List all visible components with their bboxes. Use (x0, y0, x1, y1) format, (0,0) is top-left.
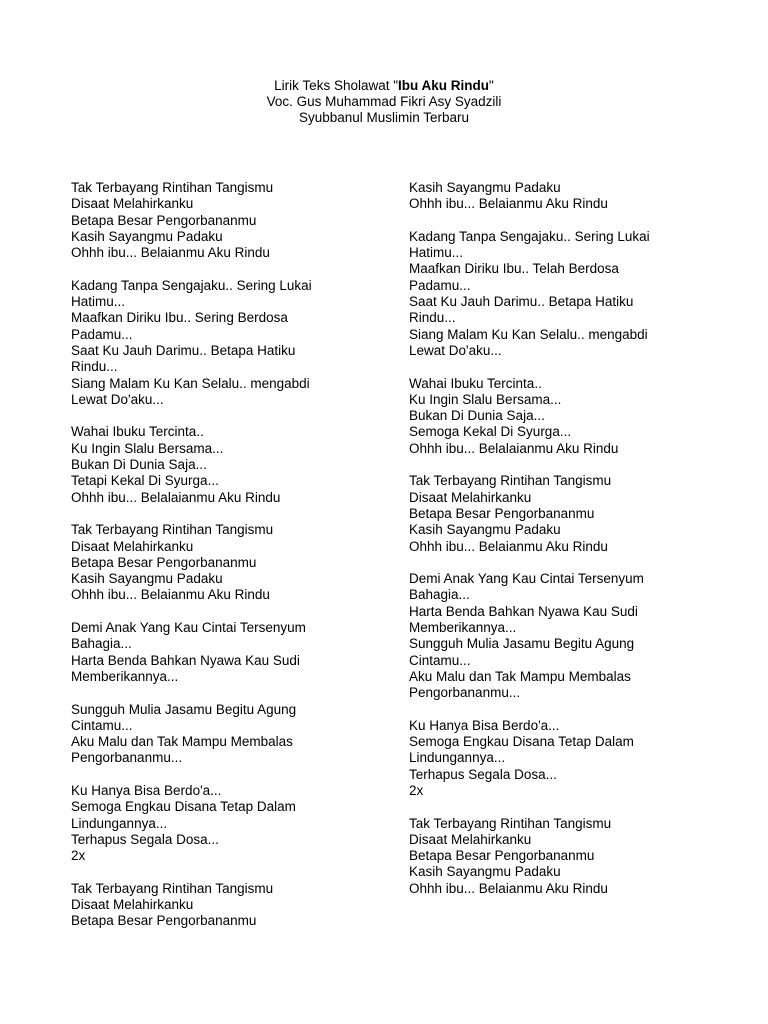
lyric-line: Hatimu... (409, 245, 464, 261)
document-header (0, 78, 768, 126)
title-suffix: " (489, 78, 494, 93)
lyric-line: Tak Terbayang Rintihan Tangismu (71, 880, 274, 896)
lyric-line: Cintamu... (71, 717, 133, 733)
lyric-line: Maafkan Diriku Ibu.. Telah Berdosa (409, 261, 619, 277)
lyric-line: Kadang Tanpa Sengajaku.. Sering Lukai (409, 228, 650, 244)
lyric-line: Demi Anak Yang Kau Cintai Tersenyum (71, 620, 306, 636)
lyric-line: Disaat Melahirkanku (409, 831, 532, 847)
lyric-line: Wahai Ibuku Tercinta.. (71, 424, 204, 440)
lyric-line: 2x (409, 782, 424, 798)
lyric-line: Semoga Engkau Disana Tetap Dalam (409, 734, 634, 750)
lyric-line: Betapa Besar Pengorbananmu (71, 913, 257, 929)
lyric-line: Betapa Besar Pengorbananmu (409, 505, 595, 521)
lyric-line: Disaat Melahirkanku (71, 897, 194, 913)
lyric-line: Kasih Sayangmu Padaku (409, 180, 561, 195)
lyric-line: Siang Malam Ku Kan Selalu.. mengabdi (71, 375, 310, 391)
lyric-line: Aku Malu dan Tak Mampu Membalas (409, 668, 631, 684)
lyric-line: Ohhh ibu... Belaianmu Aku Rindu (409, 196, 608, 212)
lyric-stanza (71, 180, 371, 261)
lyric-stanza (409, 571, 709, 701)
document-title (0, 78, 768, 94)
lyric-line: Bukan Di Dunia Saja... (71, 457, 207, 473)
lyric-line: Aku Malu dan Tak Mampu Membalas (71, 734, 293, 750)
lyric-line: Kasih Sayangmu Padaku (409, 522, 561, 538)
lyric-line: Ohhh ibu... Belaianmu Aku Rindu (71, 587, 270, 603)
lyric-line: Bahagia... (409, 587, 470, 603)
lyric-line: Saat Ku Jauh Darimu.. Betapa Hatiku (409, 294, 634, 310)
lyric-stanza (409, 473, 709, 554)
lyric-line: Ohhh ibu... Belaianmu Aku Rindu (409, 880, 608, 896)
lyric-line: Siang Malam Ku Kan Selalu.. mengabdi (409, 326, 648, 342)
lyric-line: Tak Terbayang Rintihan Tangismu (409, 815, 612, 831)
lyric-line: Padamu... (71, 326, 133, 342)
lyric-line: Sungguh Mulia Jasamu Begitu Agung (71, 701, 297, 717)
lyric-line: Cintamu... (409, 652, 471, 668)
lyric-line: Ku Hanya Bisa Berdo'a... (71, 782, 222, 798)
lyric-line: Rindu... (409, 310, 456, 326)
lyric-line: Bahagia... (71, 636, 132, 652)
lyric-line: Ku Hanya Bisa Berdo'a... (409, 717, 560, 733)
lyric-line: Semoga Kekal Di Syurga... (409, 424, 572, 440)
lyric-stanza (409, 718, 709, 799)
group-line: Syubbanul Muslimin Terbaru (298, 110, 470, 125)
lyric-stanza (71, 522, 371, 603)
lyric-line: Terhapus Segala Dosa... (409, 766, 557, 782)
lyric-line: Harta Benda Bahkan Nyawa Kau Sudi (71, 652, 300, 668)
lyrics-left-column (71, 180, 371, 930)
lyric-line: Betapa Besar Pengorbananmu (71, 554, 257, 570)
lyric-line: Betapa Besar Pengorbananmu (409, 848, 595, 864)
lyric-line: Lindungannya... (409, 750, 506, 766)
lyric-stanza (409, 376, 709, 457)
lyric-stanza (409, 180, 709, 213)
lyric-line: Lewat Do'aku... (71, 391, 164, 407)
lyric-line: Kasih Sayangmu Padaku (71, 571, 223, 587)
lyric-line: Lindungannya... (71, 815, 168, 831)
lyric-line: Ohhh ibu... Belaianmu Aku Rindu (71, 245, 270, 261)
lyric-line: Pengorbananmu... (409, 685, 521, 701)
lyric-line: Ohhh ibu... Belaianmu Aku Rindu (409, 538, 608, 554)
lyric-line: Tak Terbayang Rintihan Tangismu (409, 473, 612, 489)
lyric-line: Ku Ingin Slalu Bersama... (409, 391, 562, 407)
lyric-line: Disaat Melahirkanku (409, 489, 532, 505)
lyric-line: Kasih Sayangmu Padaku (71, 228, 223, 244)
lyrics-right-column (409, 180, 709, 897)
lyric-line: Disaat Melahirkanku (71, 196, 194, 212)
lyric-stanza (71, 620, 371, 685)
lyric-stanza (71, 278, 371, 408)
lyric-line: Padamu... (409, 277, 471, 293)
lyric-line: 2x (71, 848, 86, 864)
vocalist-line: Voc. Gus Muhammad Fikri Asy Syadzili (266, 94, 502, 109)
lyric-line: Tak Terbayang Rintihan Tangismu (71, 180, 274, 195)
lyric-line: Tetapi Kekal Di Syurga... (71, 473, 219, 489)
lyric-stanza (71, 424, 371, 505)
lyric-line: Pengorbananmu... (71, 750, 183, 766)
lyric-line: Demi Anak Yang Kau Cintai Tersenyum (409, 571, 644, 587)
lyric-line: Terhapus Segala Dosa... (71, 831, 219, 847)
lyric-line: Disaat Melahirkanku (71, 538, 194, 554)
lyric-stanza (71, 783, 371, 864)
lyric-line: Ohhh ibu... Belalaianmu Aku Rindu (409, 440, 619, 456)
lyric-stanza (409, 816, 709, 897)
lyric-line: Sungguh Mulia Jasamu Begitu Agung (409, 636, 635, 652)
lyric-line: Harta Benda Bahkan Nyawa Kau Sudi (409, 603, 638, 619)
lyric-line: Ohhh ibu... Belalaianmu Aku Rindu (71, 489, 281, 505)
title-prefix: Lirik Teks Sholawat " (274, 78, 399, 93)
lyric-line: Saat Ku Jauh Darimu.. Betapa Hatiku (71, 342, 296, 358)
lyric-line: Hatimu... (71, 294, 126, 310)
lyric-line: Memberikannya... (409, 620, 517, 636)
lyric-line: Semoga Engkau Disana Tetap Dalam (71, 799, 296, 815)
lyric-line: Memberikannya... (71, 668, 179, 684)
lyric-line: Kadang Tanpa Sengajaku.. Sering Lukai (71, 277, 312, 293)
lyric-line: Betapa Besar Pengorbananmu (71, 212, 257, 228)
lyric-line: Rindu... (71, 359, 118, 375)
lyric-line: Maafkan Diriku Ibu.. Sering Berdosa (71, 310, 288, 326)
lyric-stanza (71, 881, 371, 930)
lyric-line: Wahai Ibuku Tercinta.. (409, 375, 542, 391)
lyric-stanza (71, 702, 371, 767)
lyric-line: Kasih Sayangmu Padaku (409, 864, 561, 880)
lyric-stanza (409, 229, 709, 359)
lyric-line: Lewat Do'aku... (409, 342, 502, 358)
lyric-line: Ku Ingin Slalu Bersama... (71, 440, 224, 456)
lyric-line: Bukan Di Dunia Saja... (409, 408, 545, 424)
lyric-line: Tak Terbayang Rintihan Tangismu (71, 522, 274, 538)
song-title: Ibu Aku Rindu (398, 78, 490, 93)
